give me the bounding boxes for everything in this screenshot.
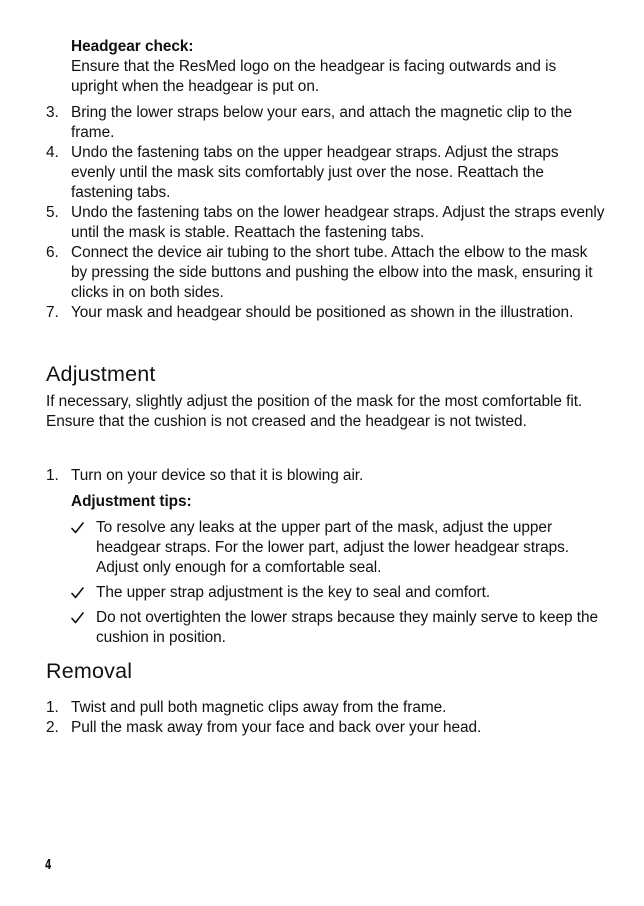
step-text: Undo the fastening tabs on the lower headgear straps. Adjust the straps evenly until the mask is stable. Reattach the fastening tabs. <box>71 204 605 241</box>
step-number: 1. <box>46 699 59 716</box>
step-text: Bring the lower straps below your ears, and attach the magnetic clip to the frame. <box>71 104 572 141</box>
step-text: Connect the device air tubing to the short tube. Attach the elbow to the mask by pressing the side buttons and pushing the elbow into the mask, ensuring it clicks in on both sides. <box>71 244 593 301</box>
check-mark-icon <box>71 522 84 534</box>
adjustment-tip <box>71 583 606 603</box>
fitting-step <box>46 303 606 323</box>
adjustment-tip <box>71 518 606 578</box>
adjustment-heading: Adjustment <box>46 362 156 386</box>
check-mark-icon <box>71 612 84 624</box>
step-number: 2. <box>46 719 59 736</box>
headgear-check-note <box>71 37 606 97</box>
step-text: Pull the mask away from your face and back over your head. <box>71 719 482 736</box>
adjustment-tips-list <box>71 518 606 648</box>
step-number: 3. <box>46 104 59 121</box>
headgear-check-title: Headgear check: <box>71 38 194 55</box>
adjustment-tip <box>71 608 606 648</box>
adjustment-tips-title: Adjustment tips: <box>71 493 192 510</box>
page-number: 4 <box>45 858 52 873</box>
fitting-step <box>46 243 606 303</box>
fitting-step <box>46 143 606 203</box>
step-text: Your mask and headgear should be positioned as shown in the illustration. <box>71 304 574 321</box>
headgear-check-text: Ensure that the ResMed logo on the headgear is facing outwards and is upright when the headgear is put on. <box>71 58 557 95</box>
fitting-step <box>46 203 606 243</box>
removal-step <box>46 698 606 718</box>
fitting-steps-list <box>46 103 606 323</box>
removal-step <box>46 718 606 738</box>
tip-text: To resolve any leaks at the upper part of the mask, adjust the upper headgear straps. For the lower part, adjust the lower headgear straps. Adjust only enough for a comfortable seal. <box>96 519 570 576</box>
check-mark-icon <box>71 587 84 599</box>
removal-heading: Removal <box>46 659 133 683</box>
removal-steps-list <box>46 698 606 738</box>
step-text: Turn on your device so that it is blowing air. <box>71 467 364 484</box>
tip-text: The upper strap adjustment is the key to seal and comfort. <box>96 584 491 601</box>
adjustment-intro: If necessary, slightly adjust the position of the mask for the most comfortable fit. Ensure that the cushion is not creased and the headgear is not twisted. <box>46 393 583 430</box>
fitting-step <box>46 103 606 143</box>
step-number: 6. <box>46 244 59 261</box>
step-text: Undo the fastening tabs on the upper headgear straps. Adjust the straps evenly until the mask sits comfortably just over the nose. Reattach the fastening tabs. <box>71 144 559 201</box>
adjustment-steps-list <box>46 466 606 648</box>
tip-text: Do not overtighten the lower straps because they mainly serve to keep the cushion in position. <box>96 609 598 646</box>
step-number: 4. <box>46 144 59 161</box>
adjustment-step <box>46 466 606 648</box>
step-number: 1. <box>46 467 59 484</box>
step-number: 5. <box>46 204 59 221</box>
step-text: Twist and pull both magnetic clips away from the frame. <box>71 699 447 716</box>
step-number: 7. <box>46 304 59 321</box>
